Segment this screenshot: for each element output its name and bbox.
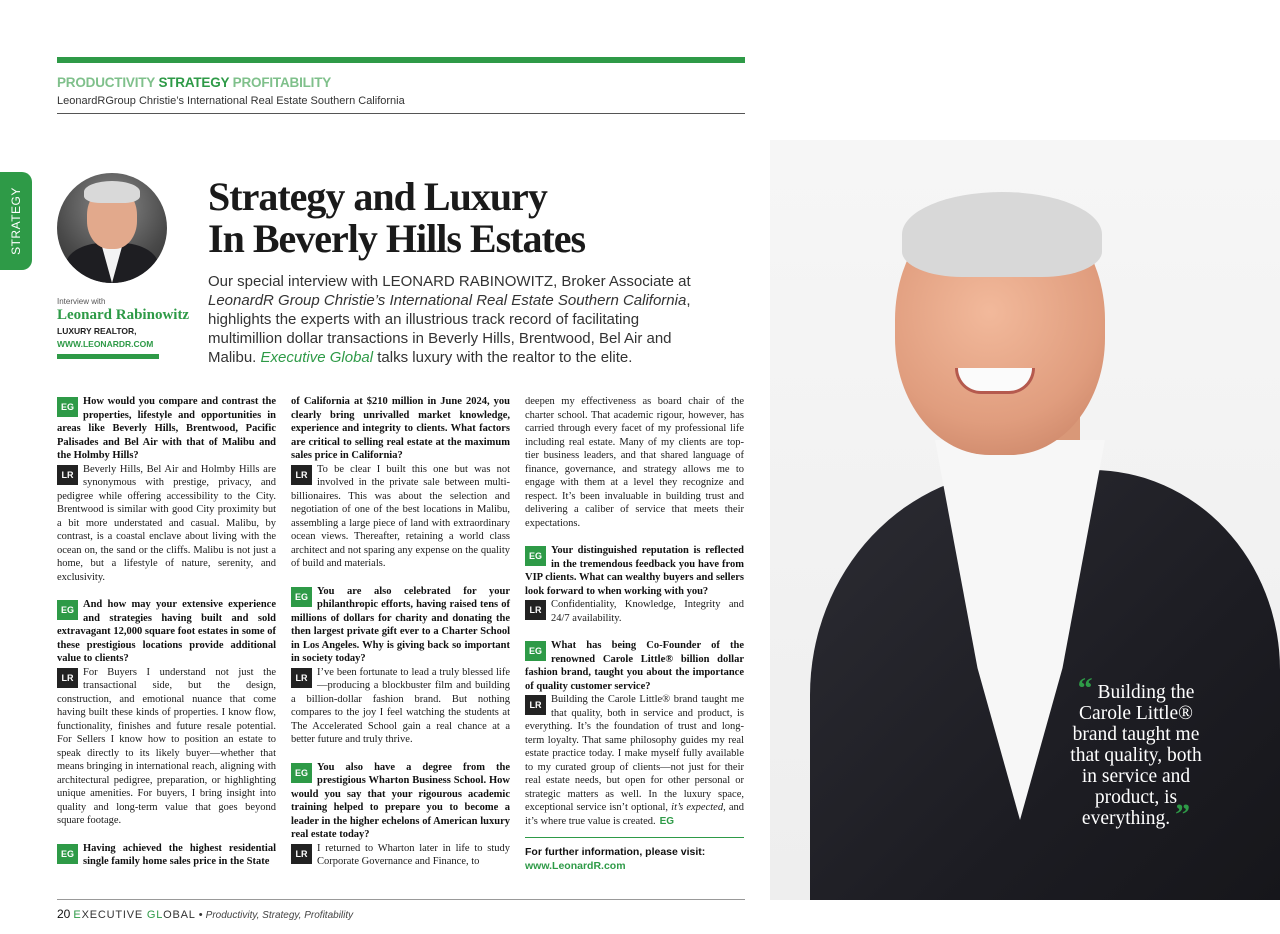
eg-badge: EG xyxy=(57,397,78,417)
article-deck: Our special interview with LEONARD RABINOWITZ, Broker Associate at LeonardR Group Christie’s International Real Estate Southern California, highlights the experts with an illustrious track record of facilitating multimillion dollar transactions in Beverly Hills, Brentwood, Bel Air and Malibu. Executive Global talks luxury with the realtor to the elite. xyxy=(208,273,691,366)
question: EG You also have a degree from the prestigious Wharton Business School. How would you say that your rigourous academic training helped to prepare you to become a leader in the higher echelons of American luxury real estate today? xyxy=(291,761,510,840)
magazine-brand: EXECUTIVE GLOBAL xyxy=(73,909,196,921)
eg-badge: EG xyxy=(525,641,546,661)
info-divider xyxy=(525,837,744,838)
interviewee-accent-bar xyxy=(57,354,159,359)
article-title: Strategy and Luxury In Beverly Hills Estates xyxy=(208,174,586,261)
answer-continued: deepen my effectiveness as board chair of the charter school. That academic rigour, however, has carried through every facet of my professional life including real estate. Many of my clients are top-tier business leaders, and that shared language of finance, governance, and strategy allows me to engage with them at a level they recognize and respect. It’s been invaluable in building trust and delivering a caliber of service that meets their expectations. xyxy=(525,396,744,529)
answer: LR Beverly Hills, Bel Air and Holmby Hills are synonymous with prestige, privacy, and pedigree while offering accessibility to the City. Brentwood is similar with good City proximity but a bit more understated and casual. Malibu, by contrast, is a coastal enclave about living with the ocean on, the sand or the cliffs. Malibu is not just a home, but a lifestyle of nature, serenity, and exclusivity. xyxy=(57,463,276,583)
answer: LR For Buyers I understand not just the transactional side, but the design, construction, and emotional nuance that come having built these kinds of properties. I know flow, functionality, finishes and future resale potential. For Sellers I know how to position an estate to speak directly to its likely buyer—whether that means bringing in international reach, aligning with architectural pedigree, preparation, or highlighting unique amenities. For buyers, I bring insight into quality and long-term value that goes beyond square footage. xyxy=(57,666,276,826)
page-footer xyxy=(57,907,353,921)
footer-tagline: Productivity, Strategy, Profitability xyxy=(205,910,354,921)
header-divider xyxy=(57,113,745,114)
answer: LR I returned to Wharton later in life to study Corporate Governance and Finance, to xyxy=(291,842,510,869)
interviewee-role: LUXURY REALTOR, xyxy=(57,326,137,336)
lr-badge: LR xyxy=(291,465,312,485)
lr-badge: LR xyxy=(525,695,546,715)
question: EG You are also celebrated for your philanthropic efforts, having raised tens of millions of dollars for charity and donating the then largest private gift ever to a Charter School in Los Angeles. Why is giving back so important in society today? xyxy=(291,585,510,664)
pull-quote: “ Building the Carole Little® brand taught me that quality, both in service and product, is everything. ” xyxy=(1070,672,1202,831)
interviewee-name: Leonard Rabinowitz xyxy=(57,307,190,323)
lr-badge: LR xyxy=(57,465,78,485)
question: EG And how may your extensive experience and strategies having built and sold extravagant 12,000 square foot estates in some of these prestigious locations provide additional value to clients? xyxy=(57,599,276,664)
eg-badge: EG xyxy=(57,600,78,620)
close-quote-icon: ” xyxy=(1175,798,1191,831)
eg-badge: EG xyxy=(57,844,78,864)
eg-badge: EG xyxy=(291,587,312,607)
section-side-tab: STRATEGY xyxy=(0,172,32,270)
answer: LR I’ve been fortunate to lead a truly blessed life—producing a blockbuster film and building a billion-dollar fashion brand. But nothing compares to the joy I feel watching the students at The Accelerated School gain a real chance at a better future and truly thrive. xyxy=(291,666,510,745)
question: EG How would you compare and contrast the properties, lifestyle and opportunities in areas like Beverly Hills, Brentwood, Pacific Palisades and Bel Air with that of Malibu and the Holmby Hills? xyxy=(57,396,276,461)
answer: LR Confidentiality, Knowledge, Integrity and 24/7 availability. xyxy=(525,598,744,625)
answer: LR Building the Carole Little® brand taught me that quality, both in service and product, is everything. It’s the foundation of trust and long-term loyalty. That same philosophy guides my real estate practice today. I make myself fully available to my curated group of clients—not just for their real estate needs, but open for other personal or strategic matters as well. In the luxury space, exceptional service isn’t optional, it’s expected, and it’s where true value is created. EG xyxy=(525,694,744,827)
top-green-bar xyxy=(57,57,745,63)
open-quote-icon: “ xyxy=(1077,672,1093,705)
page-number: 20 xyxy=(57,907,71,921)
info-url-link[interactable]: www.LeonardR.com xyxy=(525,859,626,872)
lr-badge: LR xyxy=(291,844,312,864)
end-mark: EG xyxy=(659,815,675,827)
lr-badge: LR xyxy=(57,668,78,688)
article-column-1 xyxy=(57,395,276,869)
footer-separator: • xyxy=(198,909,203,921)
question-continued: of California at $210 million in June 2024, you clearly bring unrivalled market knowledge, experience and integrity to clients. What factors are critical to selling real estate at the maximum sales price in California? xyxy=(291,396,510,461)
interviewee-website-link[interactable]: WWW.LEONARDR.COM xyxy=(57,339,154,349)
header-subline: LeonardRGroup Christie’s International Real Estate Southern California xyxy=(57,95,405,107)
info-label: For further information, please visit: xyxy=(525,846,706,858)
lr-badge: LR xyxy=(525,600,546,620)
answer: LR To be clear I built this one but was not involved in the private sale between multi-billionaires. This was about the selection and negotiation of one of the best locations in Malibu, assembling a large piece of land with extraordinary ocean views. Thereafter, retaining a world class architect and not sparing any expense on the quality of build and materials. xyxy=(291,463,510,569)
interview-with-label: Interview with xyxy=(57,297,106,306)
question: EG Having achieved the highest residential single family home sales price in the State xyxy=(57,842,276,869)
article-column-2 xyxy=(291,395,510,869)
article-column-3 xyxy=(525,395,744,873)
interviewee-portrait xyxy=(57,173,167,283)
lr-badge: LR xyxy=(291,668,312,688)
footer-divider xyxy=(57,899,745,900)
question: EG Your distinguished reputation is reflected in the tremendous feedback you have from VIP clients. What can wealthy buyers and sellers look forward to when working with you? xyxy=(525,545,744,597)
eg-badge: EG xyxy=(291,763,312,783)
question: EG What has being Co-Founder of the renowned Carole Little® billion dollar fashion brand, taught you about the importance of quality customer service? xyxy=(525,640,744,692)
eg-badge: EG xyxy=(525,546,546,566)
section-kicker: PRODUCTIVITY STRATEGY PROFITABILITY xyxy=(57,75,332,90)
